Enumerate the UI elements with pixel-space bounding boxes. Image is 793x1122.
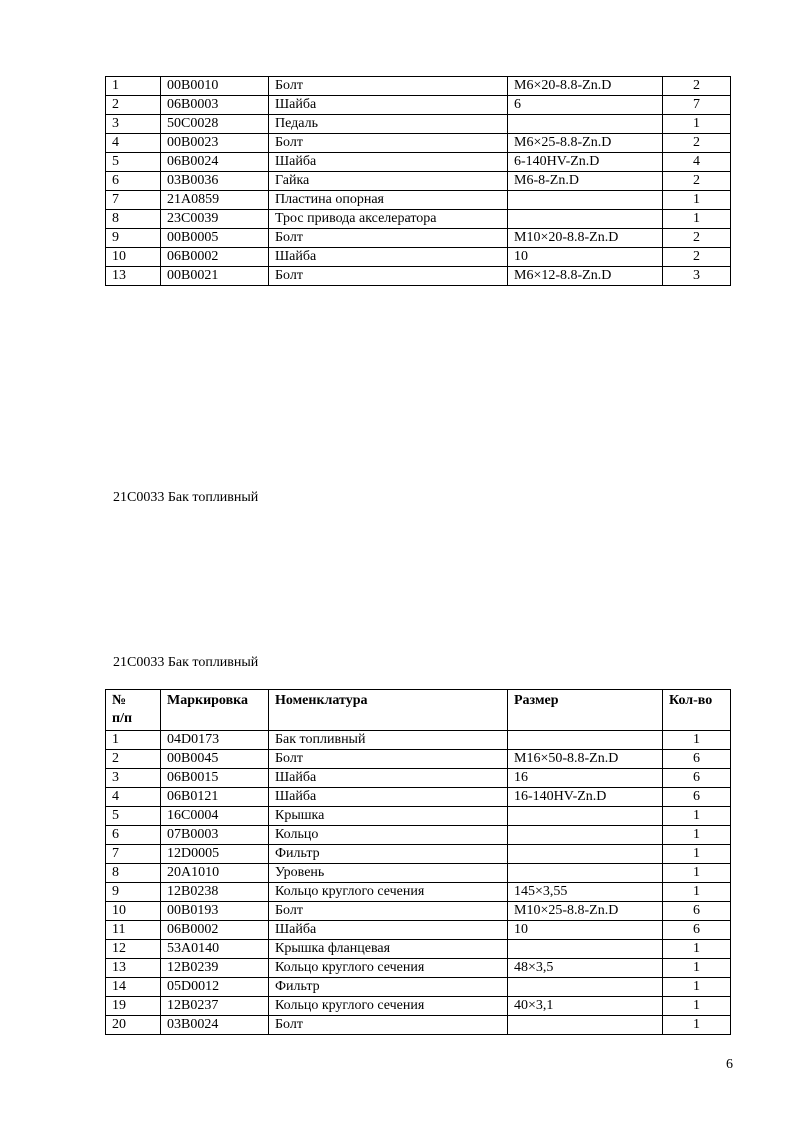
cell-quantity: 6 xyxy=(663,769,731,788)
cell-quantity: 6 xyxy=(663,788,731,807)
cell-quantity: 1 xyxy=(663,807,731,826)
table-row xyxy=(106,921,731,940)
cell-quantity: 1 xyxy=(663,1016,731,1035)
cell-size xyxy=(508,845,663,864)
table-row xyxy=(106,902,731,921)
cell-number: 12 xyxy=(106,940,161,959)
table-row xyxy=(106,134,731,153)
cell-name: Уровень xyxy=(269,864,508,883)
cell-number: 6 xyxy=(106,826,161,845)
cell-size: M6×25-8.8-Zn.D xyxy=(508,134,663,153)
cell-code: 06B0002 xyxy=(161,921,269,940)
cell-number: 4 xyxy=(106,788,161,807)
header-number-line2: п/п xyxy=(112,711,133,726)
cell-size xyxy=(508,210,663,229)
parts-table-top xyxy=(105,76,731,286)
cell-number: 4 xyxy=(106,134,161,153)
table-row xyxy=(106,248,731,267)
parts-table-fuel-tank-body xyxy=(106,731,731,1035)
cell-quantity: 1 xyxy=(663,940,731,959)
cell-code: 05D0012 xyxy=(161,978,269,997)
cell-code: 12B0239 xyxy=(161,959,269,978)
cell-code: 00B0193 xyxy=(161,902,269,921)
cell-quantity: 6 xyxy=(663,750,731,769)
table-row xyxy=(106,731,731,750)
cell-quantity: 1 xyxy=(663,115,731,134)
cell-code: 06B0002 xyxy=(161,248,269,267)
parts-table-top-body xyxy=(106,77,731,286)
cell-number: 5 xyxy=(106,153,161,172)
section-caption: 21C0033 Бак топливный xyxy=(113,490,259,505)
cell-name: Шайба xyxy=(269,153,508,172)
cell-name: Шайба xyxy=(269,769,508,788)
cell-name: Болт xyxy=(269,229,508,248)
cell-quantity: 1 xyxy=(663,864,731,883)
cell-size: M10×25-8.8-Zn.D xyxy=(508,902,663,921)
cell-name: Кольцо xyxy=(269,826,508,845)
table-row xyxy=(106,191,731,210)
cell-code: 06B0015 xyxy=(161,769,269,788)
cell-number: 14 xyxy=(106,978,161,997)
cell-code: 07B0003 xyxy=(161,826,269,845)
cell-code: 06B0003 xyxy=(161,96,269,115)
cell-name: Шайба xyxy=(269,96,508,115)
cell-name: Трос привода акселератора xyxy=(269,210,508,229)
cell-quantity: 2 xyxy=(663,134,731,153)
cell-number: 11 xyxy=(106,921,161,940)
cell-name: Болт xyxy=(269,267,508,286)
cell-name: Болт xyxy=(269,902,508,921)
table-row xyxy=(106,883,731,902)
cell-size xyxy=(508,826,663,845)
cell-number: 7 xyxy=(106,845,161,864)
cell-size: 145×3,55 xyxy=(508,883,663,902)
header-number-line1: № xyxy=(112,693,127,708)
cell-size: M6-8-Zn.D xyxy=(508,172,663,191)
cell-quantity: 1 xyxy=(663,191,731,210)
table-row xyxy=(106,788,731,807)
cell-number: 13 xyxy=(106,267,161,286)
cell-name: Крышка xyxy=(269,807,508,826)
cell-number: 3 xyxy=(106,769,161,788)
table-row xyxy=(106,1016,731,1035)
cell-size: 40×3,1 xyxy=(508,997,663,1016)
cell-name: Шайба xyxy=(269,788,508,807)
cell-size: M16×50-8.8-Zn.D xyxy=(508,750,663,769)
cell-number: 2 xyxy=(106,96,161,115)
parts-table-fuel-tank xyxy=(105,689,731,1035)
header-number xyxy=(106,690,161,731)
cell-number: 1 xyxy=(106,731,161,750)
table-row xyxy=(106,807,731,826)
cell-number: 6 xyxy=(106,172,161,191)
cell-name: Педаль xyxy=(269,115,508,134)
cell-size xyxy=(508,864,663,883)
cell-size: 10 xyxy=(508,921,663,940)
cell-quantity: 1 xyxy=(663,997,731,1016)
page-number: 6 xyxy=(726,1057,733,1072)
cell-number: 13 xyxy=(106,959,161,978)
cell-code: 50C0028 xyxy=(161,115,269,134)
table-row xyxy=(106,826,731,845)
header-name: Номенклатура xyxy=(269,690,508,731)
cell-quantity: 1 xyxy=(663,826,731,845)
cell-name: Болт xyxy=(269,1016,508,1035)
cell-name: Болт xyxy=(269,77,508,96)
cell-code: 12D0005 xyxy=(161,845,269,864)
cell-code: 00B0021 xyxy=(161,267,269,286)
cell-size: M6×12-8.8-Zn.D xyxy=(508,267,663,286)
cell-name: Болт xyxy=(269,134,508,153)
cell-number: 8 xyxy=(106,864,161,883)
table-row xyxy=(106,864,731,883)
cell-size: 6 xyxy=(508,96,663,115)
cell-number: 20 xyxy=(106,1016,161,1035)
cell-name: Кольцо круглого сечения xyxy=(269,959,508,978)
cell-code: 53A0140 xyxy=(161,940,269,959)
cell-quantity: 6 xyxy=(663,921,731,940)
cell-name: Фильтр xyxy=(269,978,508,997)
cell-size xyxy=(508,731,663,750)
cell-quantity: 1 xyxy=(663,210,731,229)
cell-quantity: 2 xyxy=(663,77,731,96)
cell-name: Гайка xyxy=(269,172,508,191)
cell-name: Фильтр xyxy=(269,845,508,864)
cell-name: Шайба xyxy=(269,921,508,940)
cell-size xyxy=(508,191,663,210)
cell-quantity: 3 xyxy=(663,267,731,286)
table-row xyxy=(106,845,731,864)
table-row xyxy=(106,940,731,959)
cell-size xyxy=(508,978,663,997)
cell-quantity: 1 xyxy=(663,731,731,750)
table-row xyxy=(106,769,731,788)
cell-quantity: 2 xyxy=(663,229,731,248)
table-row xyxy=(106,153,731,172)
table-row xyxy=(106,229,731,248)
table-row xyxy=(106,77,731,96)
cell-code: 23C0039 xyxy=(161,210,269,229)
cell-code: 12B0237 xyxy=(161,997,269,1016)
cell-code: 20A1010 xyxy=(161,864,269,883)
table-row xyxy=(106,96,731,115)
cell-number: 3 xyxy=(106,115,161,134)
cell-number: 8 xyxy=(106,210,161,229)
cell-size xyxy=(508,807,663,826)
header-code: Маркировка xyxy=(161,690,269,731)
cell-quantity: 4 xyxy=(663,153,731,172)
cell-code: 06B0024 xyxy=(161,153,269,172)
table-row xyxy=(106,978,731,997)
cell-code: 04D0173 xyxy=(161,731,269,750)
cell-number: 7 xyxy=(106,191,161,210)
cell-number: 10 xyxy=(106,902,161,921)
cell-number: 10 xyxy=(106,248,161,267)
cell-name: Крышка фланцевая xyxy=(269,940,508,959)
cell-code: 03B0036 xyxy=(161,172,269,191)
cell-code: 00B0005 xyxy=(161,229,269,248)
cell-quantity: 1 xyxy=(663,845,731,864)
cell-size: 16-140HV-Zn.D xyxy=(508,788,663,807)
cell-size: M10×20-8.8-Zn.D xyxy=(508,229,663,248)
cell-code: 06B0121 xyxy=(161,788,269,807)
cell-quantity: 1 xyxy=(663,978,731,997)
cell-quantity: 2 xyxy=(663,172,731,191)
cell-size: 16 xyxy=(508,769,663,788)
header-quantity: Кол-во xyxy=(663,690,731,731)
cell-quantity: 2 xyxy=(663,248,731,267)
cell-size: 6-140HV-Zn.D xyxy=(508,153,663,172)
cell-size: 10 xyxy=(508,248,663,267)
cell-code: 03B0024 xyxy=(161,1016,269,1035)
table-row xyxy=(106,115,731,134)
cell-code: 16C0004 xyxy=(161,807,269,826)
cell-quantity: 7 xyxy=(663,96,731,115)
table-caption: 21C0033 Бак топливный xyxy=(113,655,259,670)
cell-number: 2 xyxy=(106,750,161,769)
table-row xyxy=(106,997,731,1016)
cell-code: 00B0045 xyxy=(161,750,269,769)
cell-name: Кольцо круглого сечения xyxy=(269,883,508,902)
cell-number: 9 xyxy=(106,229,161,248)
cell-code: 12B0238 xyxy=(161,883,269,902)
cell-quantity: 1 xyxy=(663,883,731,902)
cell-code: 00B0023 xyxy=(161,134,269,153)
table-row xyxy=(106,210,731,229)
cell-quantity: 6 xyxy=(663,902,731,921)
cell-name: Шайба xyxy=(269,248,508,267)
table-header-row xyxy=(106,690,731,731)
cell-name: Пластина опорная xyxy=(269,191,508,210)
cell-size xyxy=(508,115,663,134)
table-row xyxy=(106,750,731,769)
cell-size xyxy=(508,940,663,959)
cell-code: 00B0010 xyxy=(161,77,269,96)
cell-number: 1 xyxy=(106,77,161,96)
cell-size: 48×3,5 xyxy=(508,959,663,978)
table-row xyxy=(106,959,731,978)
header-size: Размер xyxy=(508,690,663,731)
cell-code: 21A0859 xyxy=(161,191,269,210)
cell-number: 9 xyxy=(106,883,161,902)
cell-quantity: 1 xyxy=(663,959,731,978)
table-row xyxy=(106,172,731,191)
table-row xyxy=(106,267,731,286)
cell-size xyxy=(508,1016,663,1035)
cell-number: 19 xyxy=(106,997,161,1016)
cell-name: Болт xyxy=(269,750,508,769)
cell-name: Кольцо круглого сечения xyxy=(269,997,508,1016)
cell-number: 5 xyxy=(106,807,161,826)
cell-name: Бак топливный xyxy=(269,731,508,750)
cell-size: M6×20-8.8-Zn.D xyxy=(508,77,663,96)
